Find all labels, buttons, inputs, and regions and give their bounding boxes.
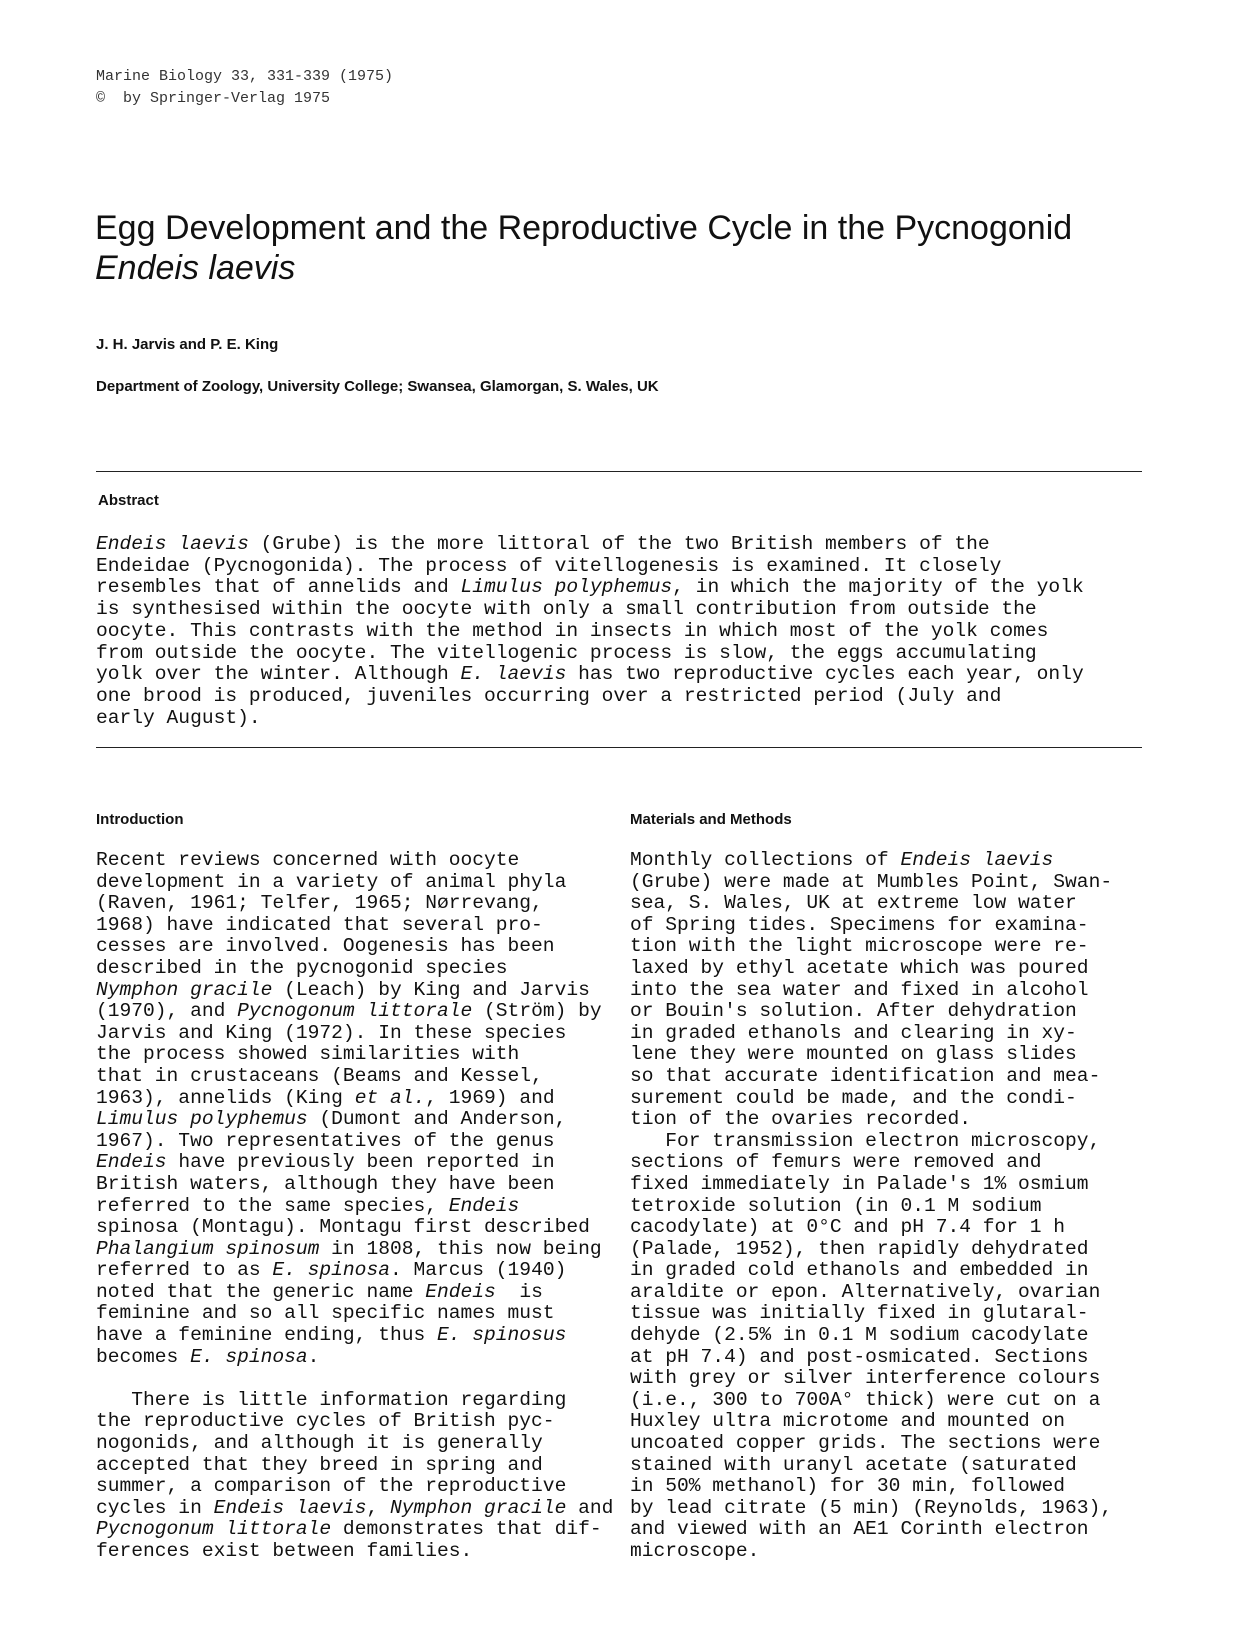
text-line: referred to as E. spinosa. Marcus (1940)	[96, 1259, 567, 1282]
text-line: 1963), annelids (King et al., 1969) and	[96, 1086, 555, 1109]
text-line: accepted that they breed in spring and	[96, 1453, 543, 1476]
text-line: nogonids, and although it is generally	[96, 1432, 543, 1455]
text-line: cesses are involved. Oogenesis has been	[96, 935, 555, 958]
text-line: tion with the light microscope were re-	[630, 935, 1089, 958]
text-line: early August).	[96, 706, 261, 729]
abstract-top-rule	[96, 471, 1142, 472]
text-line: of Spring tides. Specimens for examina-	[630, 913, 1089, 936]
text-line: at pH 7.4) and post-osmicated. Sections	[630, 1345, 1089, 1368]
text-line: sea, S. Wales, UK at extreme low water	[630, 892, 1077, 915]
text-line: feminine and so all specific names must	[96, 1302, 555, 1325]
title-line-2: Endeis laevis	[95, 249, 296, 287]
text-line: the process showed similarities with	[96, 1043, 520, 1066]
introduction-column	[96, 810, 616, 1563]
text-line: in graded cold ethanols and embedded in	[630, 1259, 1089, 1282]
text-line: Phalangium spinosum in 1808, this now being	[96, 1237, 602, 1260]
text-line: tissue was initially fixed in glutaral-	[630, 1302, 1089, 1325]
text-line: one brood is produced, juveniles occurring over a restricted period (July and	[96, 684, 1002, 707]
text-line: sections of femurs were removed and	[630, 1151, 1042, 1174]
text-line: Endeis have previously been reported in	[96, 1151, 555, 1174]
text-line: into the sea water and fixed in alcohol	[630, 978, 1089, 1001]
text-line: summer, a comparison of the reproductive	[96, 1475, 567, 1498]
text-line: For transmission electron microscopy,	[630, 1129, 1101, 1152]
text-line: development in a variety of animal phyla	[96, 870, 567, 893]
text-line: dehyde (2.5% in 0.1 M sodium cacodylate	[630, 1324, 1089, 1347]
introduction-paragraph-2	[96, 1390, 616, 1563]
text-line: There is little information regarding	[96, 1388, 567, 1411]
text-line: Nymphon gracile (Leach) by King and Jarvis	[96, 978, 590, 1001]
text-line: by lead citrate (5 min) (Reynolds, 1963),	[630, 1496, 1113, 1519]
text-line: yolk over the winter. Although E. laevis has two reproductive cycles each year, only	[96, 663, 1084, 686]
text-line: oocyte. This contrasts with the method in insects in which most of the yolk comes	[96, 619, 1049, 642]
title-line-1: Egg Development and the Reproductive Cycle in the Pycnogonid	[95, 209, 1073, 247]
text-line: Huxley ultra microtome and mounted on	[630, 1410, 1066, 1433]
text-line: microscope.	[630, 1540, 760, 1562]
text-line: Monthly collections of Endeis laevis	[630, 849, 1054, 871]
text-line: or Bouin's solution. After dehydration	[630, 1000, 1077, 1023]
text-line: tion of the ovaries recorded.	[630, 1108, 971, 1131]
abstract-body	[96, 534, 1156, 729]
text-line: from outside the oocyte. The vitellogenic process is slow, the eggs accumulating	[96, 641, 1037, 664]
text-line: becomes E. spinosa.	[96, 1345, 320, 1368]
text-line: (Grube) were made at Mumbles Point, Swan-	[630, 870, 1113, 893]
text-line: referred to the same species, Endeis	[96, 1194, 520, 1217]
text-line: surement could be made, and the condi-	[630, 1086, 1077, 1109]
text-line: tetroxide solution (in 0.1 M sodium	[630, 1194, 1042, 1217]
text-line: Endeis laevis (Grube) is the more littoral of the two British members of the	[96, 533, 990, 555]
text-line: 1968) have indicated that several pro-	[96, 913, 543, 936]
text-line: that in crustaceans (Beams and Kessel,	[96, 1064, 543, 1087]
text-line: fixed immediately in Palade's 1% osmium	[630, 1172, 1089, 1195]
methods-heading: Materials and Methods	[630, 811, 792, 828]
text-line: the reproductive cycles of British pyc-	[96, 1410, 555, 1433]
text-line: laxed by ethyl acetate which was poured	[630, 956, 1089, 979]
text-line: in 50% methanol) for 30 min, followed	[630, 1475, 1066, 1498]
text-line: Endeidae (Pycnogonida). The process of vitellogenesis is examined. It closely	[96, 554, 1002, 577]
text-line: (Palade, 1952), then rapidly dehydrated	[630, 1237, 1089, 1260]
text-line: araldite or epon. Alternatively, ovarian	[630, 1280, 1101, 1303]
text-line: in graded ethanols and clearing in xy-	[630, 1021, 1077, 1044]
authors: J. H. Jarvis and P. E. King	[96, 336, 279, 353]
text-line: spinosa (Montagu). Montagu first described	[96, 1216, 590, 1239]
text-line: noted that the generic name Endeis is	[96, 1280, 543, 1303]
abstract-heading: Abstract	[98, 492, 159, 509]
text-line: is synthesised within the oocyte with only a small contribution from outside the	[96, 598, 1037, 621]
text-line: Pycnogonum littorale demonstrates that dif-	[96, 1518, 602, 1541]
journal-citation	[96, 66, 393, 110]
paper-title	[95, 208, 1175, 288]
text-line: so that accurate identification and mea-	[630, 1064, 1101, 1087]
text-line: 1967). Two representatives of the genus	[96, 1129, 555, 1152]
methods-body	[630, 850, 1170, 1563]
abstract-bottom-rule	[96, 747, 1142, 748]
text-line: stained with uranyl acetate (saturated	[630, 1453, 1077, 1476]
text-line: described in the pycnogonid species	[96, 956, 508, 979]
text-line: have a feminine ending, thus E. spinosus	[96, 1324, 567, 1347]
text-line: British waters, although they have been	[96, 1172, 555, 1195]
text-line: ferences exist between families.	[96, 1540, 473, 1562]
text-line: Recent reviews concerned with oocyte	[96, 849, 520, 871]
text-line: (i.e., 300 to 700A° thick) were cut on a	[630, 1388, 1101, 1411]
journal-line: Marine Biology 33, 331-339 (1975)	[96, 68, 394, 85]
text-line: Limulus polyphemus (Dumont and Anderson,	[96, 1108, 567, 1131]
text-line: lene they were mounted on glass slides	[630, 1043, 1077, 1066]
text-line: cacodylate) at 0°C and pH 7.4 for 1 h	[630, 1216, 1066, 1239]
introduction-paragraph-1	[96, 850, 616, 1368]
text-line: with grey or silver interference colours	[630, 1367, 1101, 1390]
text-line: resembles that of annelids and Limulus polyphemus, in which the majority of the yolk	[96, 576, 1084, 599]
text-line: (Raven, 1961; Telfer, 1965; Nørrevang,	[96, 892, 543, 915]
text-line: uncoated copper grids. The sections were	[630, 1432, 1101, 1455]
text-line: Jarvis and King (1972). In these species	[96, 1021, 567, 1044]
introduction-heading: Introduction	[96, 811, 184, 828]
text-line: cycles in Endeis laevis, Nymphon gracile and	[96, 1496, 614, 1519]
copyright-line: © by Springer-Verlag 1975	[96, 90, 331, 107]
text-line: (1970), and Pycnogonum littorale (Ström) by	[96, 1000, 602, 1023]
methods-column	[630, 810, 1170, 1563]
affiliation: Department of Zoology, University College; Swansea, Glamorgan, S. Wales, UK	[96, 378, 659, 395]
text-line: and viewed with an AE1 Corinth electron	[630, 1518, 1089, 1541]
